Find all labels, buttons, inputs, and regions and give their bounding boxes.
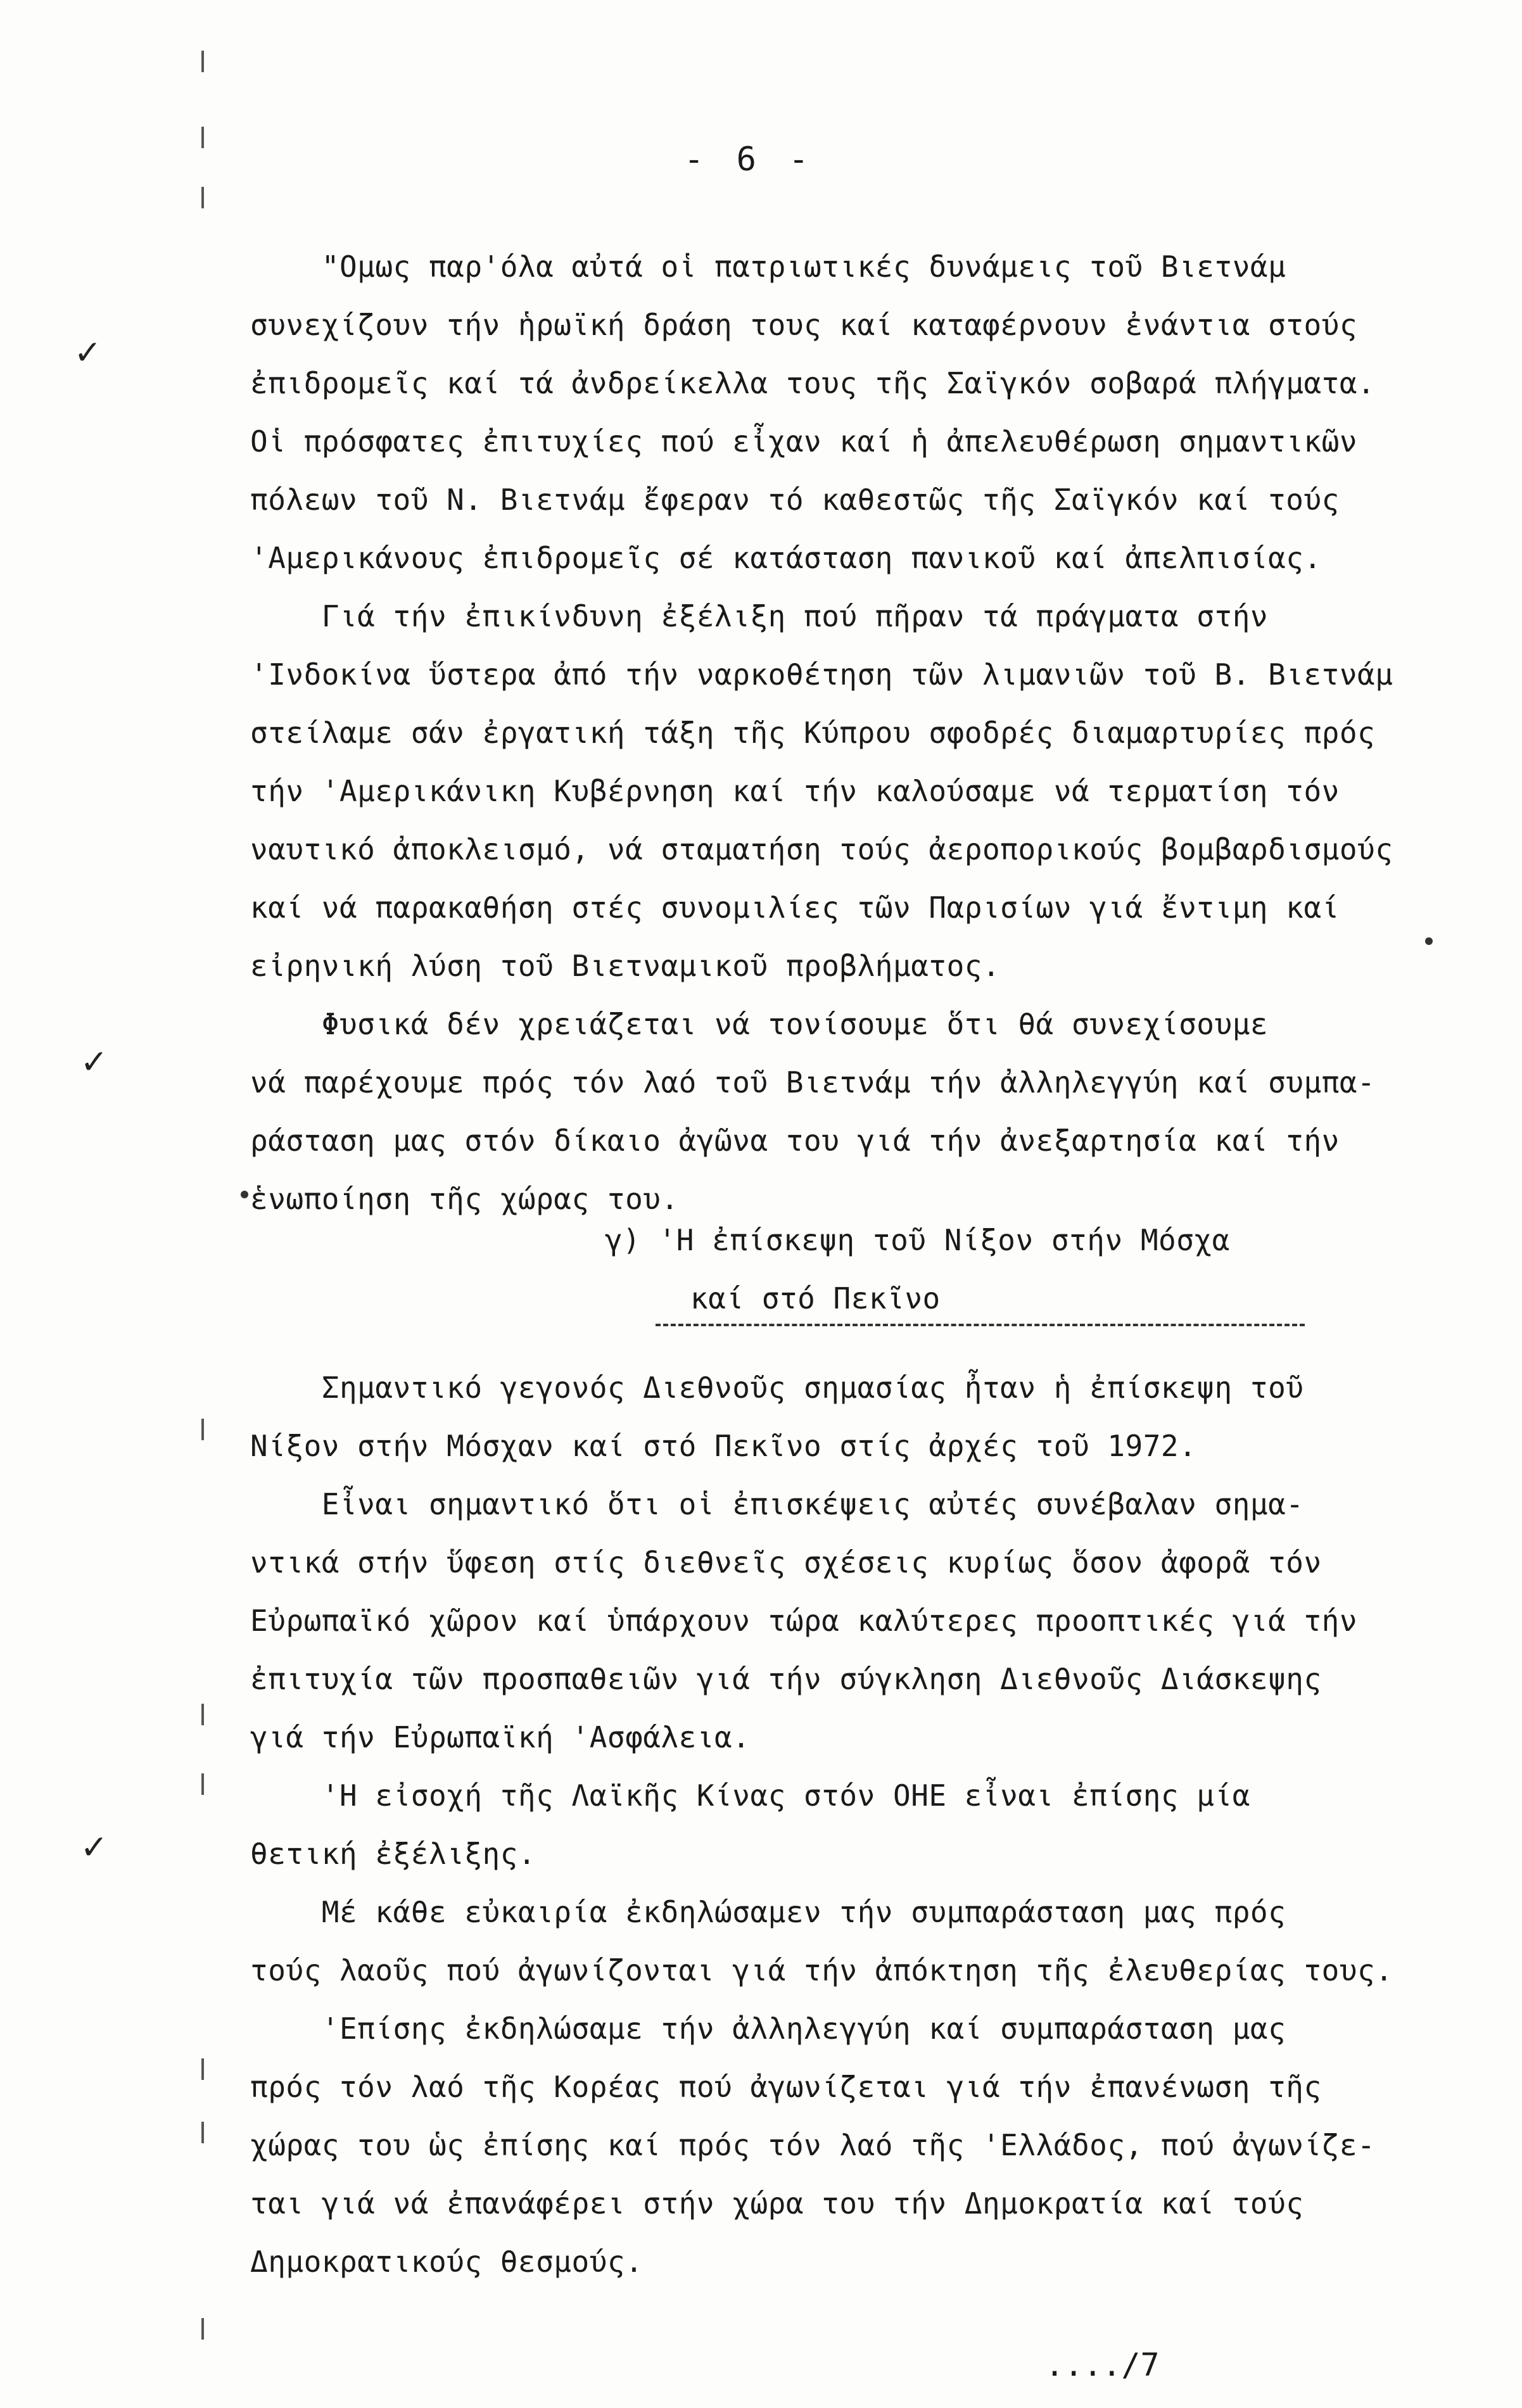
margin-tick xyxy=(201,1419,204,1440)
text-line: γιά τήν Εὐρωπαϊκή 'Ασφάλεια. xyxy=(250,1720,751,1754)
text-line: "Ομως παρ'όλα αὐτά οἱ πατριωτικές δυνάμεις τοῦ Βιετνάμ xyxy=(250,250,1286,284)
text-line: πρός τόν λαό τῆς Κορέας πού ἀγωνίζεται γιά τήν ἐπανένωση τῆς xyxy=(250,2070,1322,2104)
margin-check-mark: ✓ xyxy=(82,1039,106,1083)
margin-tick xyxy=(201,187,204,208)
text-line: Μέ κάθε εὐκαιρία ἐκδηλώσαμεν τήν συμπαράσταση μας πρός xyxy=(250,1895,1286,1929)
text-line: 'Ινδοκίνα ὕστερα ἀπό τήν ναρκοθέτηση τῶν λιμανιῶν τοῦ Β. Βιετνάμ xyxy=(250,657,1393,692)
text-line: Φυσικά δέν χρειάζεται νά τονίσουμε ὅτι θά συνεχίσουμε xyxy=(250,1007,1269,1041)
margin-tick xyxy=(201,2122,204,2143)
text-line: Εἶναι σημαντικό ὅτι οἱ ἐπισκέψεις αὐτές συνέβαλαν σημα- xyxy=(250,1487,1304,1521)
scan-dot xyxy=(241,1191,248,1198)
text-line: 'Αμερικάνους ἐπιδρομεῖς σέ κατάσταση πανικοῦ καί ἀπελπισίας. xyxy=(250,541,1322,575)
heading-line-1: γ) 'Η ἐπίσκεψη τοῦ Νίξον στήν Μόσχα xyxy=(605,1223,1230,1257)
text-line: 'Η εἰσοχή τῆς Λαϊκῆς Κίνας στόν ΟΗΕ εἶναι ἐπίσης μία xyxy=(250,1778,1250,1813)
paragraph-block-1 xyxy=(250,238,1504,1228)
margin-tick xyxy=(201,127,204,148)
text-line: εἰρηνική λύση τοῦ Βιετναμικοῦ προβλήματος. xyxy=(250,949,1001,983)
scan-dot xyxy=(1425,937,1433,945)
text-line: ἐπιτυχία τῶν προσπαθειῶν γιά τήν σύγκληση Διεθνοῦς Διάσκεψης xyxy=(250,1662,1322,1696)
margin-tick xyxy=(201,1773,204,1795)
text-line: χώρας του ὡς ἐπίσης καί πρός τόν λαό τῆς 'Ελλάδος, πού ἀγωνίζε- xyxy=(250,2128,1376,2162)
text-line: τούς λαοῦς πού ἀγωνίζονται γιά τήν ἀπόκτηση τῆς ἐλευθερίας τους. xyxy=(250,1953,1393,1987)
margin-check-mark: ✓ xyxy=(82,1824,106,1868)
text-line: Σημαντικό γεγονός Διεθνοῦς σημασίας ἦταν ἡ ἐπίσκεψη τοῦ xyxy=(250,1371,1304,1405)
margin-tick xyxy=(201,1704,204,1725)
margin-tick xyxy=(201,2318,204,2340)
text-line: ἐπιδρομεῖς καί τά ἀνδρείκελλα τους τῆς Σαϊγκόν σοβαρά πλήγματα. xyxy=(250,366,1376,400)
text-line: Εὐρωπαϊκό χῶρον καί ὑπάρχουν τώρα καλύτερες προοπτικές γιά τήν xyxy=(250,1604,1358,1638)
heading-underline xyxy=(656,1324,1305,1326)
text-line: νά παρέχουμε πρός τόν λαό τοῦ Βιετνάμ τήν ἀλληλεγγύη καί συμπα- xyxy=(250,1065,1376,1099)
text-line: Νίξον στήν Μόσχαν καί στό Πεκῖνο στίς ἀρχές τοῦ 1972. xyxy=(250,1429,1197,1463)
text-line: στείλαμε σάν ἐργατική τάξη τῆς Κύπρου σφοδρές διαμαρτυρίες πρός xyxy=(250,716,1376,750)
text-line: ράσταση μας στόν δίκαιο ἀγῶνα του γιά τήν ἀνεξαρτησία καί τήν xyxy=(250,1124,1340,1158)
text-line: Δημοκρατικούς θεσμούς. xyxy=(250,2245,644,2279)
text-line: ναυτικό ἀποκλεισμό, νά σταματήση τούς ἀεροπορικούς βομβαρδισμούς xyxy=(250,832,1393,866)
text-line: Γιά τήν ἐπικίνδυνη ἐξέλιξη πού πῆραν τά πράγματα στήν xyxy=(250,599,1269,633)
text-line: καί νά παρακαθήση στές συνομιλίες τῶν Παρισίων γιά ἔντιμη καί xyxy=(250,890,1340,925)
margin-tick xyxy=(201,51,204,72)
text-line: θετική ἐξέλιξης. xyxy=(250,1837,536,1871)
text-line: Οἱ πρόσφατες ἐπιτυχίες πού εἶχαν καί ἡ ἀπελευθέρωση σημαντικῶν xyxy=(250,424,1358,459)
heading-line-2: καί στό Πεκῖνο xyxy=(690,1281,941,1315)
margin-check-mark: ✓ xyxy=(76,329,99,374)
text-line: ται γιά νά ἐπανάφέρει στήν χώρα του τήν Δημοκρατία καί τούς xyxy=(250,2186,1304,2221)
text-line: ἑνωποίηση τῆς χώρας του. xyxy=(250,1182,679,1216)
page-number: - 6 - xyxy=(684,141,815,179)
paragraph-block-2 xyxy=(250,1359,1504,2291)
margin-tick xyxy=(201,2058,204,2080)
text-line: ντικά στήν ὕφεση στίς διεθνεῖς σχέσεις κυρίως ὅσον ἀφορᾶ τόν xyxy=(250,1545,1322,1580)
section-heading xyxy=(605,1211,1230,1328)
continuation-marker: ..../7 xyxy=(1045,2347,1160,2383)
text-line: συνεχίζουν τήν ἡρωϊκή δράση τους καί καταφέρνουν ἐνάντια στούς xyxy=(250,308,1358,342)
text-line: πόλεων τοῦ Ν. Βιετνάμ ἔφεραν τό καθεστῶς τῆς Σαϊγκόν καί τούς xyxy=(250,483,1340,517)
text-line: 'Επίσης ἐκδηλώσαμε τήν ἀλληλεγγύη καί συμπαράσταση μας xyxy=(250,2012,1286,2046)
text-line: τήν 'Αμερικάνικη Κυβέρνηση καί τήν καλούσαμε νά τερματίση τόν xyxy=(250,774,1340,808)
